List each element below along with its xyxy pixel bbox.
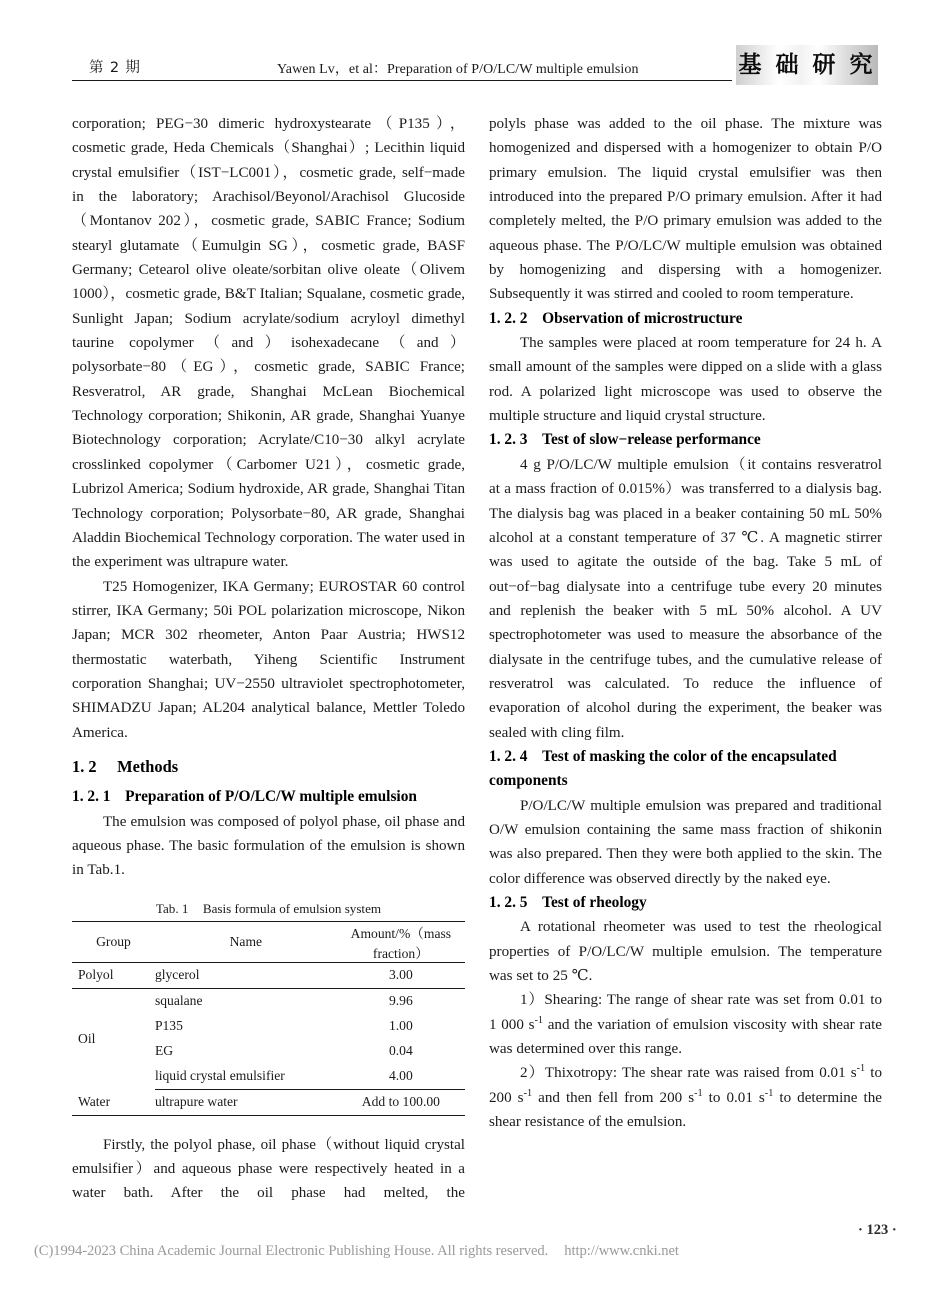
thixotropy-text-3: and then fell from 200 s [532,1089,695,1106]
paragraph-materials: corporation; PEG−30 dimeric hydroxystearate（P135），cosmetic grade, Heda Chemicals（Shanghai）; Lecithin liquid crystal emulsifier（IST−LC001），cosmetic grade, self−made in the laboratory; Arachisol/Beyonol/Arachisol Glucoside（Montanov 202），cosmetic grade, SABIC France; Sodium stearyl glutamate（Eumulgin SG），cosmetic grade, BASF Germany; Cetearol olive oleate/sorbitan olive oleate（Olivem 1000），cosmetic grade, B&T Italian; Squalane, cosmetic grade, Sunlight Japan; Sodium acrylate/sodium acryloyl dimethyl taurine copolymer（and）isohexadecane（and）polysorbate−80（EG），cosmetic grade, SABIC France; Resveratrol, AR grade, Shanghai McLean Biochemical Technology corporation; Shikonin, AR grade, Shanghai Yuanye Biotechnology corporation; Acrylate/C10−30 alkyl acrylate crosslinked copolymer（Carbomer U21），cosmetic grade, Lubrizol America; Sodium hydroxide, AR grade, Shanghai Titan Technology corporation; Polysorbate−80, AR grade, Shanghai Aladdin Biochemical Technology corporation. The water used in the experiment was ultrapure water. [72,116,465,571]
heading-121-title: Preparation of P/O/LC/W multiple emulsion [125,788,417,806]
page-header [72,52,878,98]
heading-methods [72,745,465,785]
table-cell-group: Oil [78,1030,96,1046]
table-header-row [72,921,465,962]
thixotropy-text-5: to determine the shear resistance of the emulsion. [489,1089,882,1131]
heading-125-number: 1. 2. 5 [489,894,528,911]
table-cell-name: ultrapure water [155,1089,337,1115]
page-header-row [72,52,878,82]
table-col-header-name: Name [155,921,337,962]
paragraph-125: A rotational rheometer was used to test the rheological properties of P/O/LC/W multiple emulsion. The temperature was set to 25 ℃. [489,919,882,985]
thixotropy-text-1: 2）Thixotropy: The shear rate was raised from 0.01 s [519,1065,857,1082]
heading-122-title: Observation of microstructure [542,309,743,327]
heading-123 [489,428,882,452]
table-1-caption-title: Basis formula of emulsion system [202,900,382,916]
thixotropy-text-2: to 200 s [489,1065,882,1106]
table-cell-name: liquid crystal emulsifier [155,1064,337,1090]
heading-122-number: 1. 2. 2 [489,309,528,327]
thixotropy-exponent-1: -1 [856,1063,866,1075]
shearing-exponent-1: -1 [534,1014,543,1026]
table-cell-name: squalane [154,993,203,1009]
paragraph-shearing [489,988,882,1061]
heading-125-title: Test of rheology [542,894,647,911]
paragraph-122: The samples were placed at room temperature for 24 h. A small amount of the samples were dipped on a slide with a glass rod. A polarized light microscope was used to observe the multiple structure and liquid crystal structure. [489,335,882,425]
shearing-text-2: and the variation of emulsion viscosity with shear rate was determined over this range. [489,1016,882,1058]
heading-123-title: Test of slow−release performance [542,431,761,449]
table-cell-amount: 0.04 [388,1043,413,1059]
heading-121-number: 1. 2. 1 [72,788,111,806]
table-cell-name: P135 [154,1018,183,1034]
table-col-header-amount: Amount/%（mass fraction） [337,921,465,962]
paragraph-after-table: Firstly, the polyol phase, oil phase（without liquid crystal emulsifier）and aqueous phase were respectively heated in a water bath. After the oil phase had melted, the [72,1136,465,1202]
paragraph-123: 4 g P/O/LC/W multiple emulsion（it contains resveratrol at a mass fraction of 0.015%）was transferred to a dialysis bag. The dialysis bag was placed in a beaker containing 50 mL 50% alcohol at a constant temperature of 37 ℃. A magnetic stirrer was used to agitate the outside of the bag. Take 5 mL of out−of−bag dialysate into a centrifuge tube every 20 minutes and replenish the beaker with 5 mL 50% alcohol. A UV spectrophotometer was used to measure the absorbance of the dialysate in the centrifuge tubes, and the cumulative release of resveratrol was calculated. To reduce the influence of evaporation of alcohol during the experiment, the beaker was sealed with cling film. [489,456,882,741]
paragraph-121-continued: polyls phase was added to the oil phase. The mixture was homogenized and dispersed with a homogenizer to obtain P/O primary emulsion. The liquid crystal emulsifier was then introduced into the prepared P/O primary emulsion. After it had completely melted, the P/O primary emulsion was added to the aqueous phase. The P/O/LC/W multiple emulsion was obtained by homogenizing and dispersing with a homogenizer. Subsequently it was stirred and cooled to room temperature. [489,116,882,303]
paragraph-124: P/O/LC/W multiple emulsion was prepared and traditional O/W emulsion containing the same mass fraction of shikonin was also prepared. Then they were both applied to the skin. The color difference was observed directly by the naked eye. [489,797,882,887]
paragraph-thixotropy [489,1061,882,1134]
footer-copyright [34,1243,679,1260]
heading-methods-number: 1. 2 [72,756,97,776]
table-1-caption [72,899,465,918]
thixotropy-exponent-4: -1 [764,1087,774,1099]
heading-124 [489,745,882,794]
running-title: Yawen Lv，et al：Preparation of P/O/LC/W multiple emulsion [277,62,639,77]
header-rule [72,80,732,81]
table-cell-group: Water [72,1089,155,1115]
footer-copyright-text: (C)1994-2023 China Academic Journal Electronic Publishing House. All rights reserved. [34,1243,549,1259]
heading-124-number: 1. 2. 4 [489,747,528,765]
section-badge [736,45,878,85]
table-paragraph-spacer [72,1116,465,1119]
heading-methods-title: Methods [117,756,179,776]
table-1 [72,921,465,1116]
right-column [489,112,882,1134]
issue-label: 第 2 期 [89,60,141,76]
left-column [72,112,465,1206]
paragraph-121: The emulsion was composed of polyol phase, oil phase and aqueous phase. The basic formulation of the emulsion is shown in Tab.1. [72,813,465,879]
thixotropy-text-4: to 0.01 s [702,1089,765,1106]
heading-121 [72,785,465,809]
table-cell-amount: 4.00 [337,1064,465,1090]
table-cell-name: EG [154,1043,174,1059]
footer-url: http://www.cnki.net [564,1243,679,1259]
table-row [72,988,465,1014]
paragraph-instruments: T25 Homogenizer, IKA Germany; EUROSTAR 60 control stirrer, IKA Germany; 50i POL polarization microscope, Nikon Japan; MCR 302 rheometer, Anton Paar Austria; HWS12 thermostatic waterbath, Yiheng Scientific Instrument corporation Shanghai; UV−2550 ultraviolet spectrophotometer, SHIMADZU Japan; AL204 analytical balance, Mettler Toledo America. [72,578,465,741]
thixotropy-exponent-3: -1 [694,1087,703,1099]
page-number: · 123 · [858,1222,897,1238]
table-1-caption-number: Tab. 1 [155,900,189,916]
table-row [72,1089,465,1115]
table-col-header-group: Group [72,921,155,962]
table-cell-amount: 1.00 [388,1018,413,1034]
table-1-block [72,899,465,1116]
heading-124-title: Test of masking the color of the encapsulated components [489,747,837,790]
heading-125 [489,891,882,915]
shearing-text-1: 1）Shearing: The range of shear rate was set from 0.01 to 1 000 s [489,992,882,1033]
table-cell-amount: Add to 100.00 [337,1089,465,1115]
thixotropy-exponent-2: -1 [523,1087,533,1099]
table-1-body [72,962,465,1115]
section-badge-label: 基 础 研 究 [738,51,876,78]
table-cell-name: glycerol [155,962,337,988]
table-cell-group: Polyol [72,962,155,988]
heading-122 [489,307,882,331]
table-cell-amount: 3.00 [337,962,465,988]
table-cell-amount: 9.96 [388,993,413,1009]
table-row [72,962,465,988]
heading-123-number: 1. 2. 3 [489,431,528,449]
table-1-head [72,921,465,962]
